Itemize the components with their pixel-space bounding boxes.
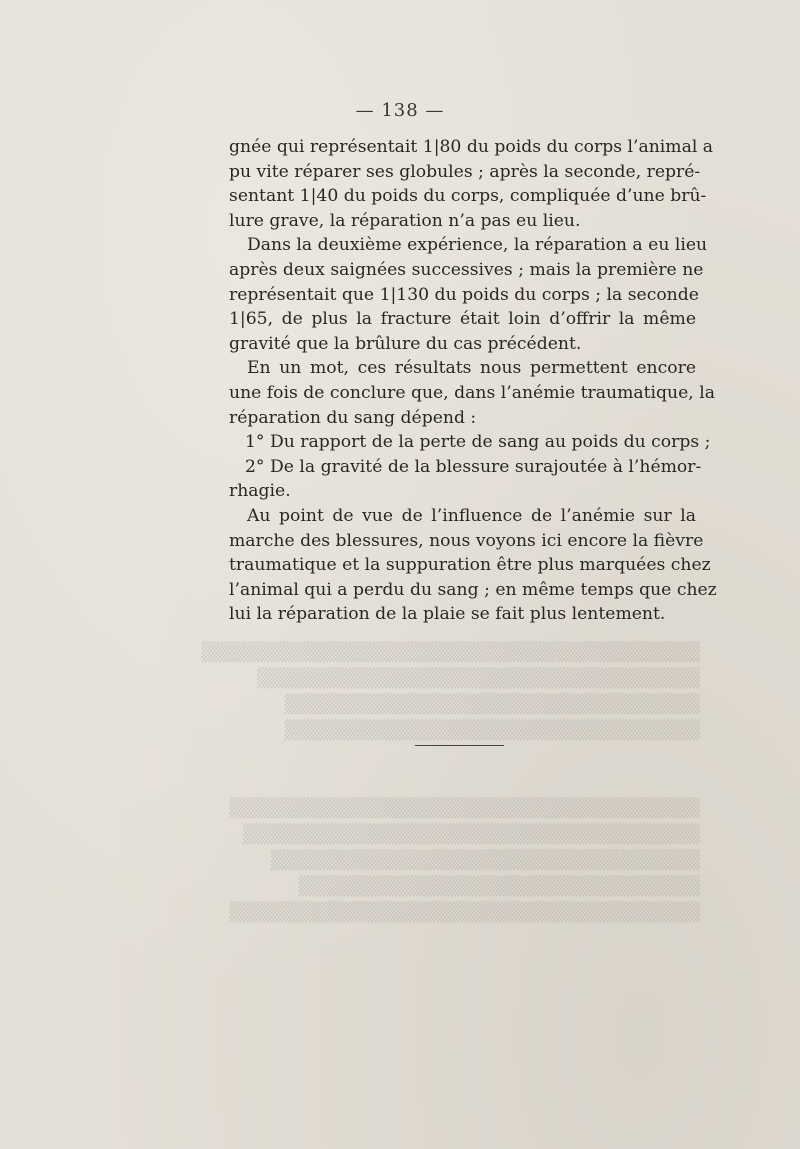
text-line: réparation du sang dépend :	[229, 407, 477, 428]
text-line: pu vite réparer ses globules ; après la seconde, repré-	[229, 161, 701, 182]
text-line: traumatique et la suppuration être plus marquées chez	[229, 555, 711, 576]
show-through-texture: ▒▒▒▒▒▒▒▒▒▒▒▒▒▒▒▒▒▒▒▒▒▒▒▒▒▒▒▒▒▒▒▒▒▒▒▒ ▒▒▒▒▒▒▒▒▒▒▒▒▒▒▒▒▒▒▒▒▒▒▒▒▒▒▒▒▒▒▒▒ ▒▒▒▒▒▒▒▒▒▒▒▒▒▒▒▒▒▒▒▒▒▒▒▒▒▒▒▒▒▒ ▒▒▒▒▒▒▒▒▒▒▒▒▒▒▒▒▒▒▒▒▒▒▒▒▒▒▒▒▒▒ ▒▒▒▒▒▒▒▒▒▒▒▒▒▒▒▒▒▒▒▒▒▒▒▒▒▒▒▒▒▒▒▒▒▒ ▒▒▒▒▒▒▒▒▒▒▒▒▒▒▒▒▒▒▒▒▒▒▒▒▒▒▒▒▒▒▒▒▒ ▒▒▒▒▒▒▒▒▒▒▒▒▒▒▒▒▒▒▒▒▒▒▒▒▒▒▒▒▒▒▒ ▒▒▒▒▒▒▒▒▒▒▒▒▒▒▒▒▒▒▒▒▒▒▒▒▒▒▒▒▒ ▒▒▒▒▒▒▒▒▒▒▒▒▒▒▒▒▒▒▒▒▒▒▒▒▒▒▒▒▒▒▒▒▒▒	[201, 642, 700, 923]
text-line: gravité que la brûlure du cas précédent.	[229, 333, 582, 354]
paragraph	[229, 504, 717, 627]
body-text	[229, 135, 717, 627]
text-line: lui la réparation de la plaie se fait plus lentement.	[229, 604, 666, 625]
text-line: sentant 1|40 du poids du corps, compliquée d’une brû-	[229, 186, 707, 207]
page-number: — 138 —	[355, 100, 445, 121]
end-rule	[415, 745, 504, 746]
text-line: 2° De la gravité de la blessure surajoutée à l’hémor-	[245, 456, 702, 477]
text-line: une fois de conclure que, dans l’anémie traumatique, la	[229, 382, 715, 403]
text-line: marche des blessures, nous voyons ici encore la fièvre	[229, 530, 704, 551]
text-line: Dans la deuxième expérience, la réparation a eu lieu	[247, 235, 708, 256]
list-item	[229, 430, 711, 455]
text-line: 1|65, de plus la fracture était loin d’offrir la même	[229, 309, 696, 330]
text-line: En un mot, ces résultats nous permettent encore	[247, 358, 696, 379]
list-item	[229, 455, 702, 504]
text-line: après deux saignées successives ; mais la première ne	[229, 259, 704, 280]
paragraph	[229, 356, 715, 430]
paragraph	[229, 135, 714, 233]
text-line: l’animal qui a perdu du sang ; en même temps que chez	[229, 579, 717, 600]
text-line: rhagie.	[229, 481, 291, 502]
text-line: Au point de vue de l’influence de l’anémie sur la	[247, 505, 696, 526]
text-line: gnée qui représentait 1|80 du poids du corps l’animal a	[229, 137, 714, 157]
text-line: 1° Du rapport de la perte de sang au poids du corps ;	[245, 432, 711, 453]
text-line: représentait que 1|130 du poids du corps ; la seconde	[229, 284, 699, 305]
text-line: lure grave, la réparation n’a pas eu lieu.	[229, 210, 581, 231]
paragraph	[229, 233, 708, 356]
